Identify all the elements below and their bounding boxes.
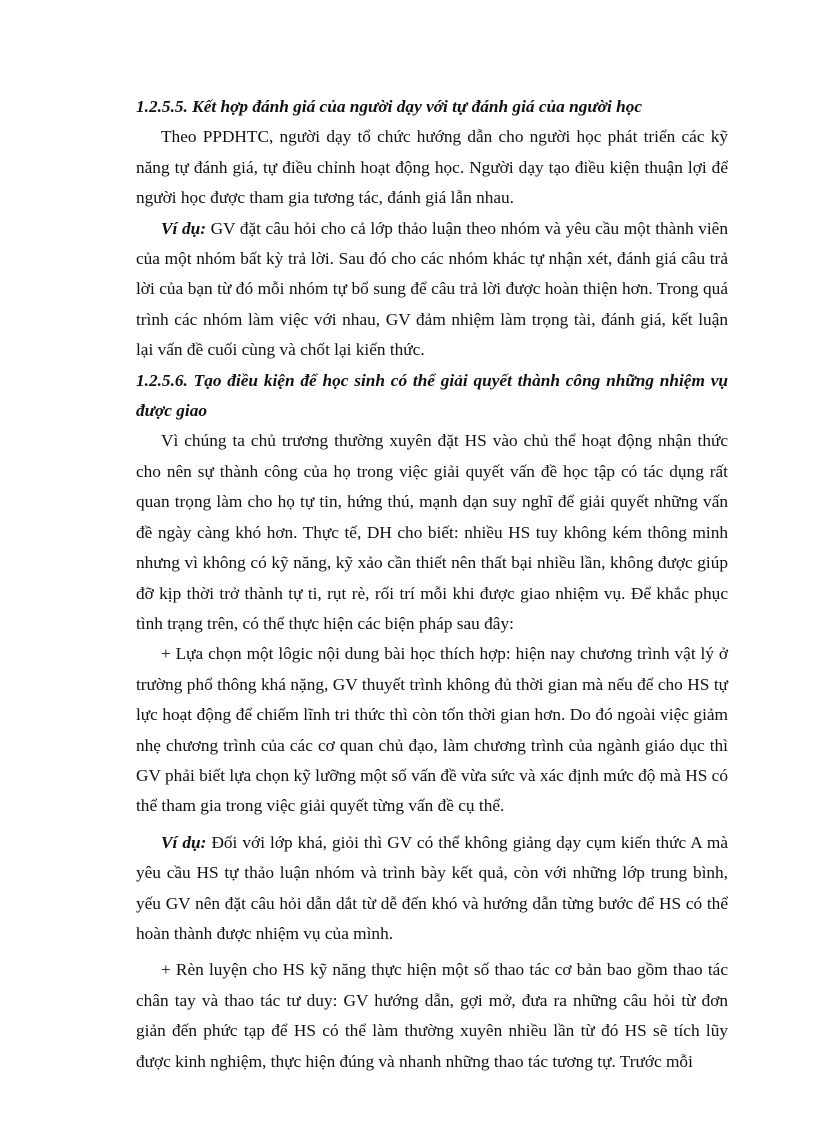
paragraph: Vì chúng ta chủ trương thường xuyên đặt HS vào chủ thể hoạt động nhận thức cho nên sự thành công của họ trong việc giải quyết vấn đề học tập có tác dụng rất quan trọng làm cho họ tự tin, hứng thú, mạnh dạn suy nghĩ để giải quyết những vấn đề ngày càng khó hơn. Thực tế, DH cho biết: nhiều HS tuy không kém thông minh nhưng vì không có kỹ năng, kỹ xảo cần thiết nên thất bại nhiều lần, không được giúp đỡ kịp thời trở thành tự ti, rụt rè, rối trí mỗi khi được giao nhiệm vụ. Để khắc phục tình trạng trên, có thể thực hiện các biện pháp sau đây: — [136, 431, 728, 633]
section-heading-1-2-5-5: 1.2.5.5. Kết hợp đánh giá của người dạy với tự đánh giá của người học — [136, 97, 642, 116]
example-text: GV đặt câu hỏi cho cả lớp thảo luận theo nhóm và yêu cầu một thành viên của một nhóm bất kỳ trả lời. Sau đó cho các nhóm khác tự nhận xét, đánh giá câu trả lời của bạn từ đó mỗi nhóm tự bổ sung để câu trả lời được hoàn thiện hơn. Trong quá trình các nhóm làm việc với nhau, GV đảm nhiệm làm trọng tài, đánh giá, kết luận lại vấn đề cuối cùng và chốt lại kiến thức. — [136, 218, 728, 360]
paragraph: Theo PPDHTC, người dạy tổ chức hướng dẫn cho người học phát triển các kỹ năng tự đánh giá, tự điều chỉnh hoạt động học. Người dạy tạo điều kiện thuận lợi để người học được tham gia tương tác, đánh giá lẫn nhau. — [136, 127, 728, 208]
example-label: Ví dụ: — [161, 832, 207, 852]
document-page — [136, 92, 728, 1077]
paragraph: + Rèn luyện cho HS kỹ năng thực hiện một số thao tác cơ bản bao gồm thao tác chân tay và thao tác tư duy: GV hướng dẫn, gợi mở, đưa ra những câu hỏi từ đơn giản đến phức tạp để HS có thể làm thường xuyên nhiều lần từ đó HS sẽ tích lũy được kinh nghiệm, thực hiện đúng và nhanh những thao tác tương tự. Trước mỗi — [136, 960, 728, 1071]
example-paragraph — [136, 828, 728, 950]
example-text: Đối với lớp khá, giỏi thì GV có thể không giảng dạy cụm kiến thức A mà yêu cầu HS tự thảo luận nhóm và trình bày kết quả, còn với những lớp trung bình, yếu GV nên đặt câu hỏi dẫn dắt từ dễ đến khó và hướng dẫn từng bước để HS có thể hoàn thành được nhiệm vụ của mình. — [136, 832, 728, 943]
paragraph: + Lựa chọn một lôgic nội dung bài học thích hợp: hiện nay chương trình vật lý ở trường phổ thông khá nặng, GV thuyết trình không đủ thời gian mà nếu để cho HS tự lực hoạt động để chiếm lĩnh tri thức thì còn tốn thời gian hơn. Do đó ngoài việc giảm nhẹ chương trình của các cơ quan chủ đạo, làm chương trình của ngành giáo dục thì GV phải biết lựa chọn kỹ lưỡng một số vấn đề vừa sức và xác định mức độ mà HS có thể tham gia trong việc giải quyết từng vấn đề cụ thể. — [136, 644, 728, 816]
example-label: Ví dụ: — [161, 218, 206, 238]
section-heading-1-2-5-6: 1.2.5.6. Tạo điều kiện để học sinh có thể giải quyết thành công những nhiệm vụ được giao — [136, 370, 728, 421]
example-paragraph — [136, 214, 728, 366]
